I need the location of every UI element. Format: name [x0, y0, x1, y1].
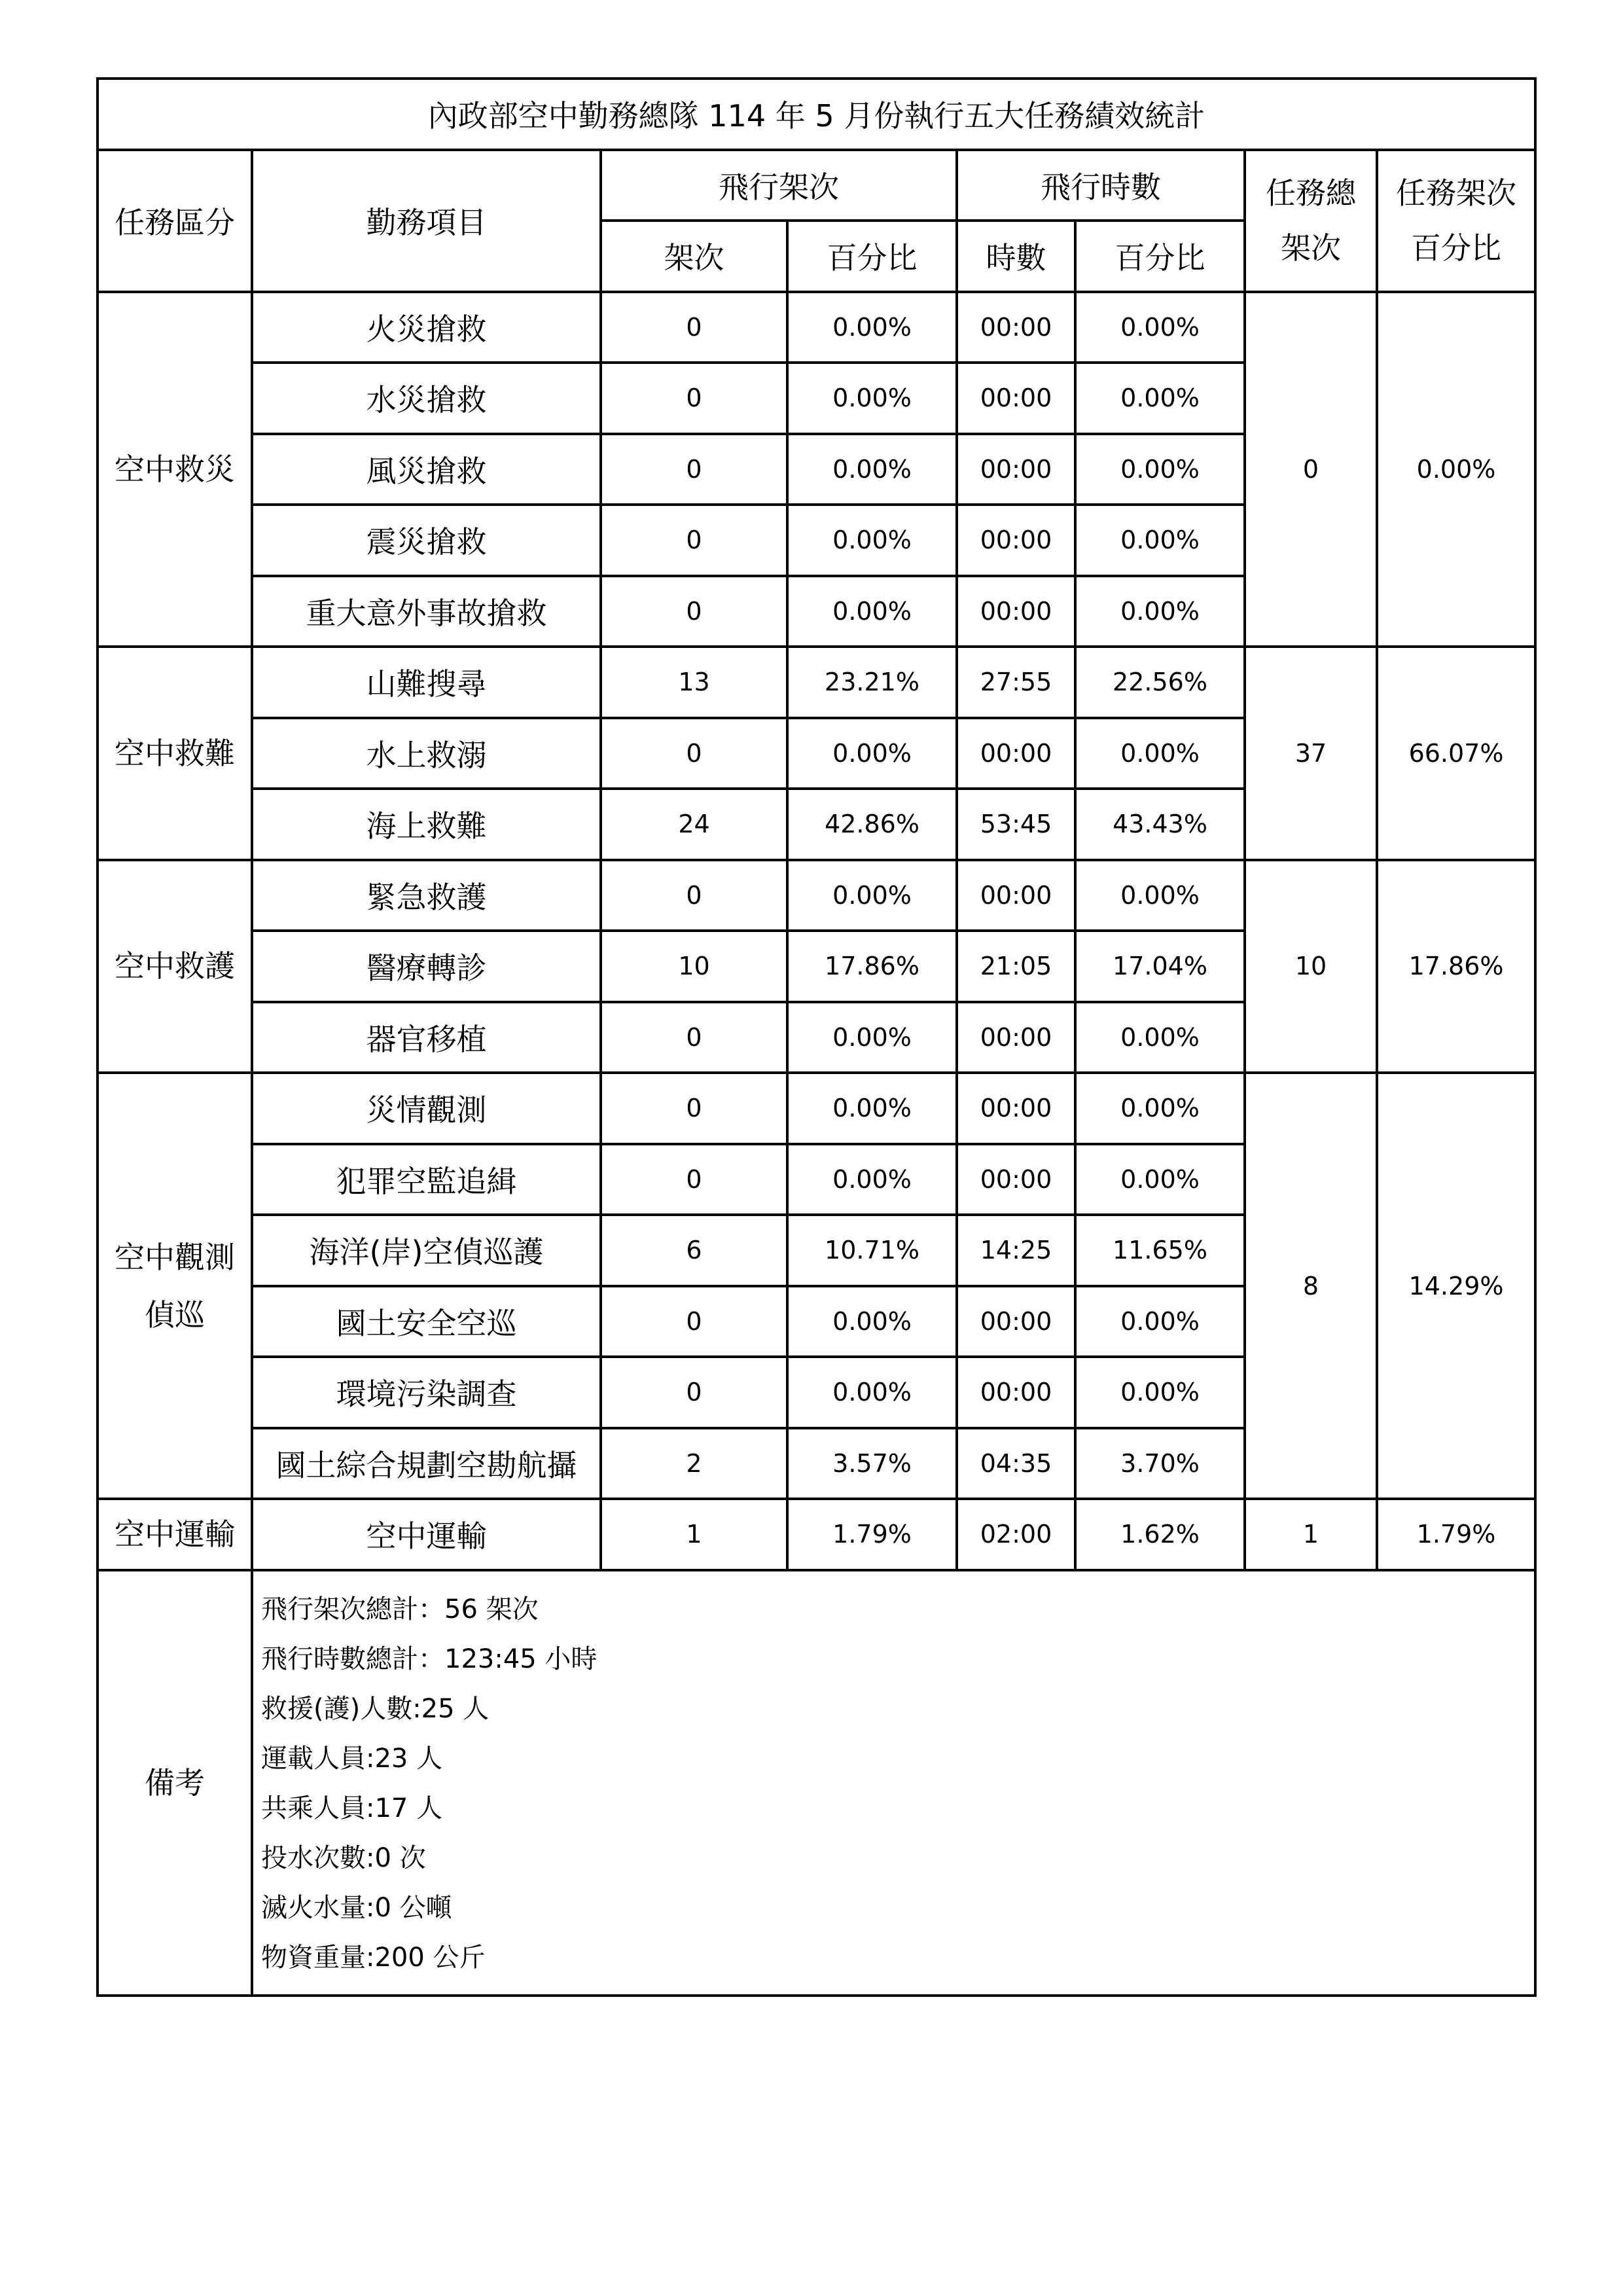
header-sorties-percent: 百分比 — [787, 221, 957, 292]
hours-percent-cell: 0.00% — [1075, 1286, 1245, 1357]
sorties-cell: 0 — [601, 1357, 787, 1428]
category-line1: 空中觀測 — [115, 1239, 235, 1275]
hours-cell: 21:05 — [957, 931, 1075, 1002]
sorties-percent-cell: 0.00% — [787, 292, 957, 363]
sorties-cell: 10 — [601, 931, 787, 1002]
header-task-total-line2: 架次 — [1281, 230, 1341, 266]
category-cell: 空中救災 — [98, 292, 252, 647]
hours-percent-cell: 11.65% — [1075, 1215, 1245, 1286]
header-task-total-line1: 任務總 — [1266, 175, 1356, 211]
sorties-percent-cell: 0.00% — [787, 718, 957, 789]
hours-cell: 04:35 — [957, 1428, 1075, 1499]
notes-label: 備考 — [98, 1570, 252, 1996]
table-row — [98, 860, 1535, 931]
sorties-percent-cell: 0.00% — [787, 1286, 957, 1357]
header-category: 任務區分 — [98, 150, 252, 292]
notes-row — [98, 1570, 1535, 1996]
header-sorties: 架次 — [601, 221, 787, 292]
hours-percent-cell: 0.00% — [1075, 1357, 1245, 1428]
item-cell: 犯罪空監追緝 — [252, 1144, 601, 1215]
sorties-cell: 0 — [601, 1286, 787, 1357]
category-cell — [98, 1073, 252, 1499]
task-percent-cell: 14.29% — [1377, 1073, 1535, 1499]
note-line: 共乘人員:17 人 — [261, 1793, 443, 1823]
hours-percent-cell: 0.00% — [1075, 718, 1245, 789]
sorties-cell: 24 — [601, 789, 787, 860]
hours-cell: 00:00 — [957, 1002, 1075, 1073]
sorties-cell: 0 — [601, 363, 787, 434]
hours-percent-cell: 17.04% — [1075, 931, 1245, 1002]
header-hours: 時數 — [957, 221, 1075, 292]
item-cell: 緊急救護 — [252, 860, 601, 931]
hours-cell: 00:00 — [957, 718, 1075, 789]
hours-cell: 00:00 — [957, 363, 1075, 434]
hours-percent-cell: 0.00% — [1075, 1002, 1245, 1073]
sorties-cell: 0 — [601, 1144, 787, 1215]
note-line: 飛行架次總計：56 架次 — [261, 1594, 539, 1624]
item-cell: 空中運輸 — [252, 1499, 601, 1570]
header-task-percent — [1377, 150, 1535, 292]
item-cell: 器官移植 — [252, 1002, 601, 1073]
performance-table — [96, 77, 1537, 1997]
category-cell: 空中救難 — [98, 647, 252, 860]
sorties-cell: 0 — [601, 718, 787, 789]
sorties-cell: 0 — [601, 292, 787, 363]
sorties-percent-cell: 0.00% — [787, 1357, 957, 1428]
hours-cell: 00:00 — [957, 1073, 1075, 1144]
note-line: 飛行時數總計：123:45 小時 — [261, 1643, 597, 1674]
hours-cell: 14:25 — [957, 1215, 1075, 1286]
sorties-percent-cell: 0.00% — [787, 434, 957, 505]
hours-percent-cell: 43.43% — [1075, 789, 1245, 860]
sorties-percent-cell: 42.86% — [787, 789, 957, 860]
sorties-cell: 0 — [601, 576, 787, 647]
hours-percent-cell: 22.56% — [1075, 647, 1245, 718]
task-total-cell: 37 — [1245, 647, 1377, 860]
item-cell: 震災搶救 — [252, 505, 601, 576]
hours-cell: 00:00 — [957, 1144, 1075, 1215]
task-total-cell: 0 — [1245, 292, 1377, 647]
category-line2: 偵巡 — [145, 1297, 205, 1333]
hours-percent-cell: 0.00% — [1075, 1144, 1245, 1215]
hours-cell: 00:00 — [957, 505, 1075, 576]
hours-percent-cell: 0.00% — [1075, 505, 1245, 576]
hours-cell: 00:00 — [957, 434, 1075, 505]
header-task-total — [1245, 150, 1377, 292]
hours-percent-cell: 0.00% — [1075, 1073, 1245, 1144]
sorties-cell: 1 — [601, 1499, 787, 1570]
category-cell: 空中運輸 — [98, 1499, 252, 1570]
sorties-percent-cell: 23.21% — [787, 647, 957, 718]
note-line: 運載人員:23 人 — [261, 1743, 443, 1774]
task-total-cell: 10 — [1245, 860, 1377, 1073]
header-task-percent-line1: 任務架次 — [1396, 175, 1517, 211]
hours-percent-cell: 0.00% — [1075, 292, 1245, 363]
item-cell: 水災搶救 — [252, 363, 601, 434]
sorties-percent-cell: 1.79% — [787, 1499, 957, 1570]
item-cell: 山難搜尋 — [252, 647, 601, 718]
hours-percent-cell: 3.70% — [1075, 1428, 1245, 1499]
item-cell: 火災搶救 — [252, 292, 601, 363]
hours-cell: 00:00 — [957, 1357, 1075, 1428]
sorties-percent-cell: 0.00% — [787, 1002, 957, 1073]
sorties-cell: 13 — [601, 647, 787, 718]
item-cell: 醫療轉診 — [252, 931, 601, 1002]
hours-cell: 27:55 — [957, 647, 1075, 718]
item-cell: 災情觀測 — [252, 1073, 601, 1144]
header-item: 勤務項目 — [252, 150, 601, 292]
task-percent-cell: 0.00% — [1377, 292, 1535, 647]
header-task-percent-line2: 百分比 — [1411, 230, 1502, 266]
sorties-percent-cell: 0.00% — [787, 860, 957, 931]
task-percent-cell: 1.79% — [1377, 1499, 1535, 1570]
note-line: 救援(護)人數:25 人 — [261, 1693, 490, 1724]
note-line: 投水次數:0 次 — [261, 1842, 426, 1873]
header-flight-sorties: 飛行架次 — [601, 150, 957, 221]
item-cell: 海洋(岸)空偵巡護 — [252, 1215, 601, 1286]
item-cell: 國土安全空巡 — [252, 1286, 601, 1357]
table-row — [98, 1073, 1535, 1144]
item-cell: 水上救溺 — [252, 718, 601, 789]
notes-content — [252, 1570, 1535, 1996]
task-total-cell: 8 — [1245, 1073, 1377, 1499]
hours-cell: 00:00 — [957, 860, 1075, 931]
hours-percent-cell: 0.00% — [1075, 434, 1245, 505]
hours-percent-cell: 0.00% — [1075, 576, 1245, 647]
sorties-percent-cell: 10.71% — [787, 1215, 957, 1286]
hours-cell: 53:45 — [957, 789, 1075, 860]
task-percent-cell: 17.86% — [1377, 860, 1535, 1073]
sorties-percent-cell: 0.00% — [787, 576, 957, 647]
category-cell: 空中救護 — [98, 860, 252, 1073]
sorties-cell: 0 — [601, 860, 787, 931]
hours-percent-cell: 1.62% — [1075, 1499, 1245, 1570]
hours-cell: 00:00 — [957, 576, 1075, 647]
sorties-cell: 0 — [601, 1002, 787, 1073]
note-line: 滅火水量:0 公噸 — [261, 1892, 452, 1923]
sorties-cell: 0 — [601, 1073, 787, 1144]
sorties-percent-cell: 3.57% — [787, 1428, 957, 1499]
item-cell: 重大意外事故搶救 — [252, 576, 601, 647]
sorties-percent-cell: 0.00% — [787, 1144, 957, 1215]
sorties-percent-cell: 17.86% — [787, 931, 957, 1002]
sorties-percent-cell: 0.00% — [787, 363, 957, 434]
hours-cell: 02:00 — [957, 1499, 1075, 1570]
table-row — [98, 647, 1535, 718]
hours-percent-cell: 0.00% — [1075, 363, 1245, 434]
hours-percent-cell: 0.00% — [1075, 860, 1245, 931]
sorties-cell: 2 — [601, 1428, 787, 1499]
item-cell: 風災搶救 — [252, 434, 601, 505]
sorties-cell: 0 — [601, 434, 787, 505]
sorties-cell: 6 — [601, 1215, 787, 1286]
hours-cell: 00:00 — [957, 1286, 1075, 1357]
note-line: 物資重量:200 公斤 — [261, 1942, 486, 1973]
task-total-cell: 1 — [1245, 1499, 1377, 1570]
item-cell: 海上救難 — [252, 789, 601, 860]
hours-cell: 00:00 — [957, 292, 1075, 363]
task-percent-cell: 66.07% — [1377, 647, 1535, 860]
header-hours-percent: 百分比 — [1075, 221, 1245, 292]
item-cell: 環境污染調查 — [252, 1357, 601, 1428]
header-flight-hours: 飛行時數 — [957, 150, 1245, 221]
table-row — [98, 1499, 1535, 1570]
sorties-cell: 0 — [601, 505, 787, 576]
sorties-percent-cell: 0.00% — [787, 505, 957, 576]
item-cell: 國土綜合規劃空勘航攝 — [252, 1428, 601, 1499]
sorties-percent-cell: 0.00% — [787, 1073, 957, 1144]
table-row — [98, 292, 1535, 363]
table-title: 內政部空中勤務總隊 114 年 5 月份執行五大任務績效統計 — [98, 79, 1535, 150]
